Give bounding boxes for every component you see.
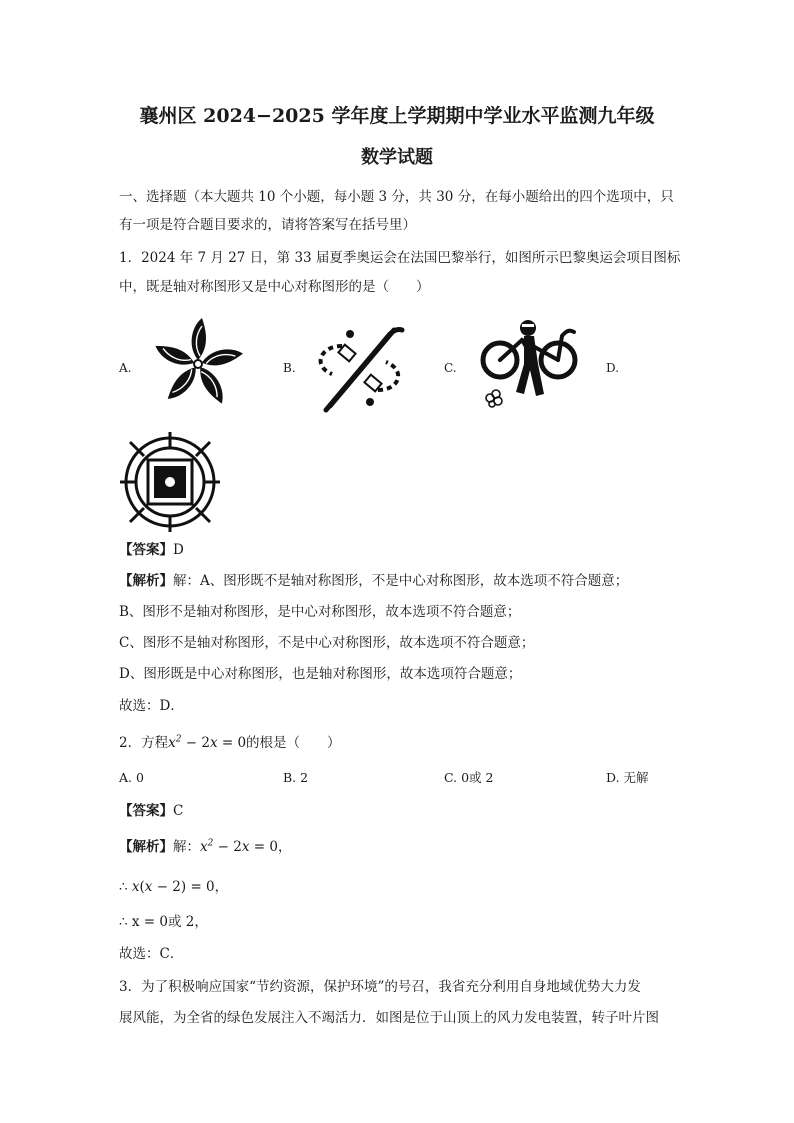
q3-stem-line1: 3．为了积极响应国家“节约资源，保护环境”的号召，我省充分利用自身地域优势大力发 [119, 979, 641, 995]
exam-title: 襄州区 2024−2025 学年度上学期期中学业水平监测九年级 [139, 105, 655, 127]
analysis-prefix: 解： [173, 839, 200, 855]
target-square-icon [120, 432, 220, 532]
section-heading-line2: 有一项是符合题目要求的，请将答案写在括号里） [119, 217, 416, 233]
q1-option-c-label: C. [444, 361, 457, 375]
q2-analysis-line2 [119, 877, 228, 897]
q1-analysis-line4: D、图形既是中心对称图形，也是轴对称图形，故本选项符合题意； [119, 666, 522, 682]
q2-option-d: D. 无解 [606, 770, 649, 785]
hockey-sticks-icon [312, 322, 408, 414]
q2-stem [119, 733, 341, 753]
q1-option-b-label: B. [283, 361, 296, 375]
q2-option-c: C. 0或 2 [444, 770, 494, 785]
pinwheel-icon [148, 316, 248, 412]
q2-stem-prefix: 2．方程 [119, 735, 169, 751]
answer-value: D [173, 542, 184, 558]
therefore-symbol: ∴ [119, 879, 128, 895]
cyclist-icon [478, 318, 582, 412]
analysis-text: 解：A、图形既不是轴对称图形，不是中心对称图形，故本选项不符合题意； [173, 573, 629, 589]
q2-option-a: A. 0 [119, 770, 144, 785]
q3-stem-line2: 展风能，为全省的绿色发展注入不竭活力．如图是位于山顶上的风力发电装置，转子叶片图 [119, 1010, 659, 1026]
q2-answer [119, 801, 183, 821]
q1-analysis-line2: B、图形不是轴对称图形，是中心对称图形，故本选项不符合题意； [119, 604, 521, 620]
q2-option-b: B. 2 [283, 770, 309, 785]
q2-factored-equation: x(x − 2) = 0， [127, 879, 229, 895]
q1-stem-line1: 1．2024 年 7 月 27 日，第 33 届夏季奥运会在法国巴黎举行，如图所示巴黎奥运会项目图标 [119, 250, 681, 266]
section-heading-line1: 一、选择题（本大题共 10 个小题，每小题 3 分，共 30 分，在每小题给出的四个选项中，只 [119, 189, 674, 205]
analysis-tag: 【解析】 [119, 839, 173, 855]
q1-conclusion: 故选：D． [119, 698, 184, 714]
q2-equation: $x^2 - 2x = 0$ [168, 734, 247, 751]
q2-stem-suffix: 的根是（ ） [246, 735, 341, 751]
answer-tag: 【答案】 [119, 803, 173, 819]
q1-stem-line2: 中，既是轴对称图形又是中心对称图形的是（ ） [119, 279, 430, 295]
q1-answer [119, 540, 184, 560]
q2-conclusion: 故选：C． [119, 946, 184, 962]
q2-analysis-equation: $x^2 - 2x = 0$， [200, 838, 292, 855]
q1-analysis-line3: C、图形不是轴对称图形，不是中心对称图形，故本选项不符合题意； [119, 635, 535, 651]
q1-option-d-label: D. [606, 361, 620, 375]
q2-analysis-line1 [119, 837, 291, 857]
q1-analysis-line1 [119, 571, 628, 591]
answer-value: C [173, 803, 184, 819]
answer-tag: 【答案】 [119, 542, 173, 558]
q1-option-a-label: A. [119, 361, 132, 375]
exam-subtitle: 数学试题 [361, 147, 433, 168]
analysis-tag: 【解析】 [119, 573, 173, 589]
q2-analysis-line3: ∴ x = 0或 2， [119, 914, 208, 930]
